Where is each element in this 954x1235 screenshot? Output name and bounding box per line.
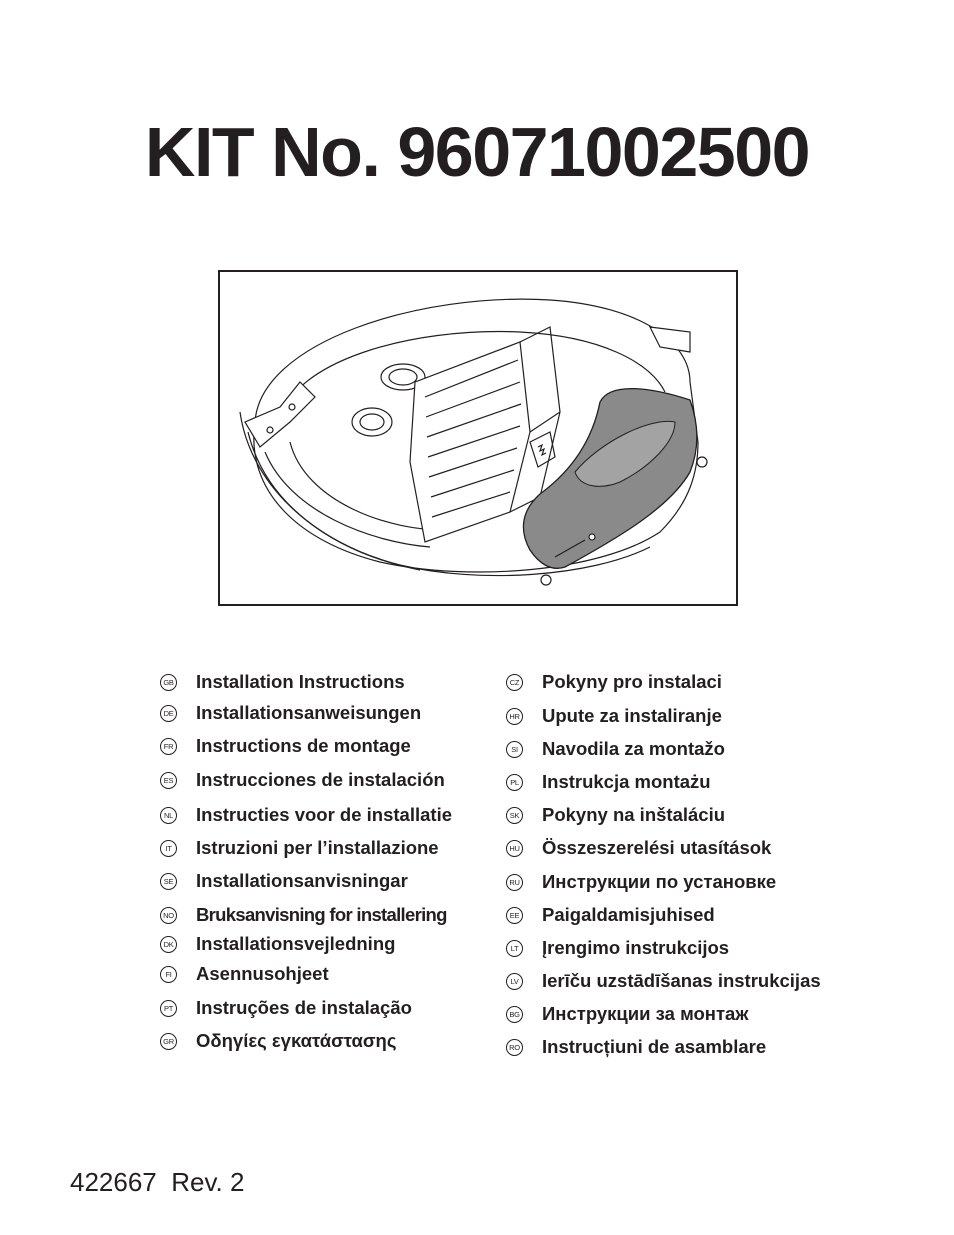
revision-label: Rev. 2	[171, 1167, 245, 1197]
language-item-no	[160, 901, 447, 929]
country-code-badge: SI	[506, 741, 523, 758]
language-label: Bruksanvisning for installering	[196, 904, 447, 925]
country-code-badge: GR	[160, 1033, 177, 1050]
mower-deck-illustration	[218, 270, 738, 606]
country-code-badge: IT	[160, 840, 177, 857]
language-item-ro	[506, 1033, 766, 1061]
language-label: Instrucciones de instalación	[196, 769, 445, 790]
language-label: Instrukcja montażu	[542, 771, 711, 792]
country-code-badge: CZ	[506, 674, 523, 691]
language-item-lt	[506, 934, 729, 962]
country-code-badge: RU	[506, 874, 523, 891]
language-item-ru	[506, 868, 776, 896]
language-item-it	[160, 834, 439, 862]
language-label: Ierīču uzstādīšanas instrukcijas	[542, 970, 821, 991]
language-item-lv	[506, 967, 821, 995]
country-code-badge: NL	[160, 807, 177, 824]
language-item-pl	[506, 768, 711, 796]
country-code-badge: NO	[160, 907, 177, 924]
language-label: Инструкции за монтаж	[542, 1003, 749, 1024]
country-code-badge: FR	[160, 738, 177, 755]
language-item-fi	[160, 960, 329, 988]
language-label: Installationsanvisningar	[196, 870, 408, 891]
language-label: Instructions de montage	[196, 735, 411, 756]
language-item-ee	[506, 901, 715, 929]
language-label: Upute za instaliranje	[542, 705, 722, 726]
language-item-de	[160, 699, 421, 727]
document-number: 422667	[70, 1167, 157, 1197]
language-label: Installationsanweisungen	[196, 702, 422, 723]
language-item-es	[160, 766, 445, 794]
language-label: Instrucțiuni de asamblare	[542, 1036, 767, 1057]
country-code-badge: ES	[160, 772, 177, 789]
language-label: Instructies voor de installatie	[196, 804, 452, 825]
language-label: Installation Instructions	[196, 671, 405, 692]
language-item-sk	[506, 801, 725, 829]
language-label: Installationsvejledning	[196, 933, 396, 954]
language-item-bg	[506, 1000, 748, 1028]
country-code-badge: RO	[506, 1039, 523, 1056]
language-item-si	[506, 735, 725, 763]
language-item-hr	[506, 702, 722, 730]
country-code-badge: PL	[506, 774, 523, 791]
language-label: Инструкции по установке	[542, 871, 777, 892]
page-title: KIT No. 96071002500	[144, 113, 810, 191]
language-label: Paigaldamisjuhised	[542, 904, 715, 925]
language-item-cz	[506, 668, 722, 696]
language-label: Pokyny pro instalaci	[542, 671, 722, 692]
language-item-gb	[160, 668, 405, 696]
language-label: Įrengimo instrukcijos	[542, 937, 730, 958]
mower-deck-drawing	[220, 272, 736, 604]
language-item-fr	[160, 732, 411, 760]
language-item-se	[160, 867, 408, 895]
country-code-badge: SE	[160, 873, 177, 890]
country-code-badge: BG	[506, 1006, 523, 1023]
country-code-badge: SK	[506, 807, 523, 824]
country-code-badge: LV	[506, 973, 523, 990]
country-code-badge: LT	[506, 940, 523, 957]
country-code-badge: DK	[160, 936, 177, 953]
country-code-badge: PT	[160, 1000, 177, 1017]
country-code-badge: FI	[160, 966, 177, 983]
language-label: Pokyny na inštaláciu	[542, 804, 726, 825]
document-footer	[70, 1166, 244, 1198]
country-code-badge: HR	[506, 708, 523, 725]
language-item-dk	[160, 930, 395, 958]
language-item-hu	[506, 834, 771, 862]
country-code-badge: EE	[506, 907, 523, 924]
language-item-gr	[160, 1027, 396, 1055]
language-label: Összeszerelési utasítások	[542, 837, 772, 858]
country-code-badge: HU	[506, 840, 523, 857]
language-label: Instruções de instalação	[196, 997, 412, 1018]
language-label: Asennusohjeet	[196, 963, 329, 984]
language-item-nl	[160, 801, 452, 829]
language-item-pt	[160, 994, 412, 1022]
language-label: Navodila za montažo	[542, 738, 725, 759]
country-code-badge: DE	[160, 705, 177, 722]
language-label: Οδηγίες εγκατάστασης	[196, 1030, 397, 1051]
country-code-badge: GB	[160, 674, 177, 691]
language-label: Istruzioni per l’installazione	[196, 837, 439, 858]
